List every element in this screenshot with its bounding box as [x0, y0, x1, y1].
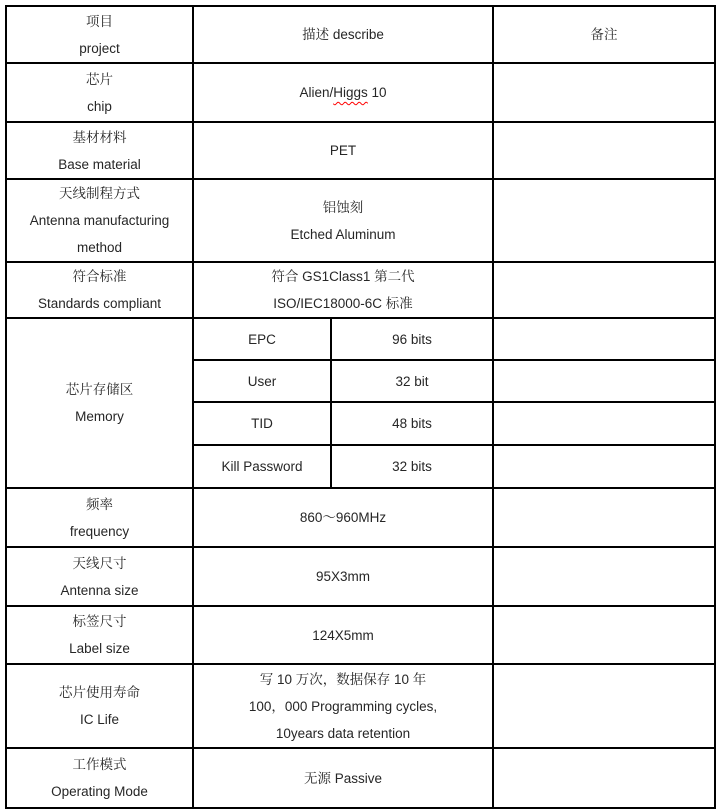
header-project-en: project: [79, 40, 120, 56]
base-material-desc-cell: [193, 122, 493, 179]
header-cell-remark: [493, 6, 715, 63]
header-describe-label: 描述 describe: [302, 27, 384, 42]
operating-mode-label-en: Operating Mode: [51, 784, 148, 799]
chip-remark-cell: [493, 63, 715, 122]
frequency-desc-cell: [193, 488, 493, 547]
standards-remark-cell: [493, 262, 715, 318]
antenna-size-label-en: Antenna size: [60, 582, 139, 598]
antenna-size-label-cell: [6, 547, 193, 606]
header-row: [6, 6, 715, 63]
row-antenna-method: [6, 179, 715, 262]
operating-mode-label-zh: 工作模式: [72, 757, 127, 772]
memory-epc-remark-cell: [493, 318, 715, 360]
memory-epc-size: 96 bits: [392, 331, 432, 347]
memory-user-name: User: [247, 373, 277, 389]
memory-user-size: 32 bit: [395, 373, 429, 389]
standards-desc-line1: 符合 GS1Class1 第二代: [271, 269, 415, 284]
antenna-size-label-zh: 天线尺寸: [72, 555, 127, 571]
standards-desc-line2: ISO/IEC18000-6C 标准: [273, 296, 413, 311]
label-size-label-zh: 标签尺寸: [72, 614, 127, 629]
standards-label-zh: 符合标准: [72, 269, 127, 284]
row-antenna-size: [6, 547, 715, 606]
operating-mode-desc: 无源 Passive: [303, 770, 383, 786]
frequency-label-cell: [6, 488, 193, 547]
chip-desc: [198, 79, 488, 106]
memory-label-en: Memory: [75, 409, 124, 424]
operating-mode-remark-cell: [493, 748, 715, 808]
base-material-label-zh: 基材材料: [72, 129, 127, 145]
memory-label-cell: [6, 318, 193, 488]
antenna-method-desc-en: Etched Aluminum: [290, 226, 396, 242]
antenna-method-label-en: Antenna manufacturing method: [29, 213, 170, 255]
antenna-size-remark-cell: [493, 547, 715, 606]
chip-desc-cell: [193, 63, 493, 122]
label-size-desc: 124X5mm: [312, 627, 374, 643]
row-standards: [6, 262, 715, 318]
antenna-method-label-cell: [6, 179, 193, 262]
memory-kill-password-name: Kill Password: [221, 459, 303, 474]
ic-life-label-en: IC Life: [79, 712, 120, 727]
memory-epc-name-cell: [193, 318, 331, 360]
label-size-remark-cell: [493, 606, 715, 664]
label-size-label-cell: [6, 606, 193, 664]
chip-desc-misspelled-word: Higgs: [333, 85, 368, 100]
memory-tid-remark-cell: [493, 402, 715, 445]
memory-epc-name: EPC: [248, 331, 276, 347]
operating-mode-desc-cell: [193, 748, 493, 808]
memory-label-zh: 芯片存储区: [65, 382, 134, 397]
ic-life-label-cell: [6, 664, 193, 748]
antenna-method-desc-cell: [193, 179, 493, 262]
chip-label-cell: [6, 63, 193, 122]
memory-user-remark-cell: [493, 360, 715, 402]
ic-life-desc-line3: 10years data retention: [275, 725, 411, 741]
ic-life-desc-cell: [193, 664, 493, 748]
memory-kill-password-size: 32 bits: [392, 459, 432, 474]
spec-table: [5, 5, 716, 809]
memory-kill-password-size-cell: [331, 445, 493, 488]
row-label-size: [6, 606, 715, 664]
ic-life-label-zh: 芯片使用寿命: [59, 685, 140, 700]
header-remark-label: 备注: [590, 27, 618, 42]
ic-life-remark-cell: [493, 664, 715, 748]
antenna-size-desc-cell: [193, 547, 493, 606]
base-material-remark-cell: [493, 122, 715, 179]
standards-label-cell: [6, 262, 193, 318]
ic-life-desc-line1: 写 10 万次，数据保存 10 年: [259, 671, 427, 687]
base-material-label-en: Base material: [58, 156, 141, 172]
memory-tid-name-cell: [193, 402, 331, 445]
chip-desc-suffix: 10: [367, 85, 387, 100]
standards-desc-cell: [193, 262, 493, 318]
operating-mode-label-cell: [6, 748, 193, 808]
memory-tid-name: TID: [251, 416, 273, 431]
label-size-label-en: Label size: [69, 641, 130, 656]
antenna-method-label-zh: 天线制程方式: [59, 186, 140, 201]
row-base-material: [6, 122, 715, 179]
antenna-method-remark-cell: [493, 179, 715, 262]
memory-epc-size-cell: [331, 318, 493, 360]
frequency-desc: 860～960MHz: [299, 510, 387, 525]
memory-user-size-cell: [331, 360, 493, 402]
base-material-label-cell: [6, 122, 193, 179]
frequency-label-en: frequency: [69, 523, 130, 539]
row-operating-mode: [6, 748, 715, 808]
header-project-zh: 项目: [86, 13, 113, 29]
antenna-method-desc-zh: 铝蚀刻: [322, 199, 364, 215]
frequency-label-zh: 频率: [86, 496, 113, 512]
row-frequency: [6, 488, 715, 547]
memory-user-name-cell: [193, 360, 331, 402]
memory-kill-password-remark-cell: [493, 445, 715, 488]
memory-kill-password-name-cell: [193, 445, 331, 488]
memory-tid-size: 48 bits: [392, 416, 432, 431]
row-memory-epc: [6, 318, 715, 360]
chip-label-zh: 芯片: [86, 71, 113, 87]
frequency-remark-cell: [493, 488, 715, 547]
antenna-size-desc: 95X3mm: [315, 569, 371, 584]
base-material-desc: PET: [329, 143, 357, 158]
label-size-desc-cell: [193, 606, 493, 664]
row-chip: [6, 63, 715, 122]
header-cell-describe: [193, 6, 493, 63]
chip-desc-prefix: Alien/: [299, 85, 334, 100]
chip-label-en: chip: [87, 98, 112, 114]
memory-tid-size-cell: [331, 402, 493, 445]
ic-life-desc-line2: 100，000 Programming cycles,: [248, 698, 438, 714]
header-cell-project: [6, 6, 193, 63]
standards-label-en: Standards compliant: [37, 296, 162, 311]
row-ic-life: [6, 664, 715, 748]
